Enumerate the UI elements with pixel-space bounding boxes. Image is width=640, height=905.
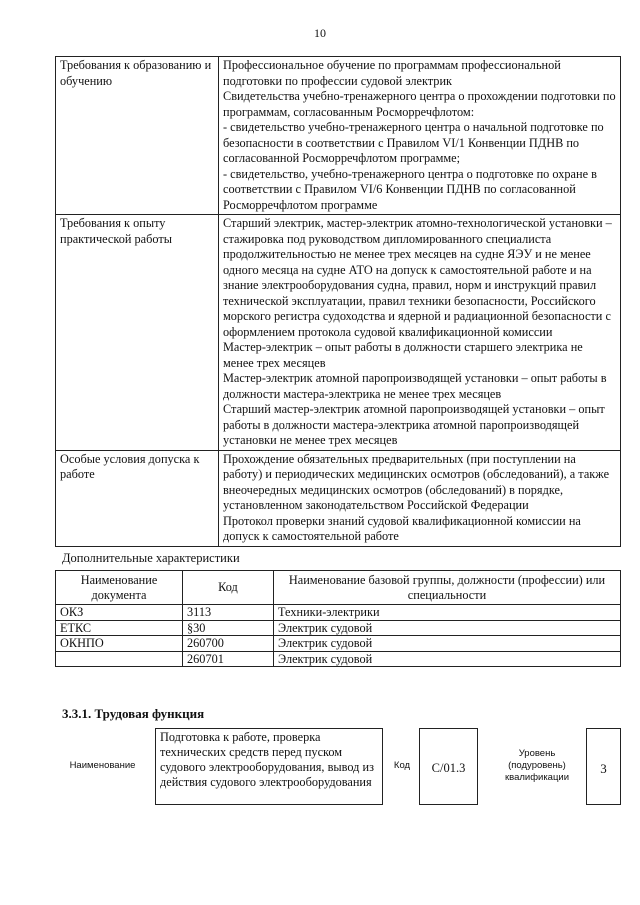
- table-cell: 3113: [183, 605, 274, 621]
- page-number: 10: [314, 26, 326, 40]
- function-name-box: Подготовка к работе, проверка технических средств перед пуском судового электрооборудования, вывод из действия судового электрооборудования: [155, 728, 383, 805]
- education-content: [219, 57, 621, 215]
- education-line: - свидетельство учебно-тренажерного центра о начальной подготовке по безопасности в соответствии с Правилом VI/1 Конвенции ПДНВ по согласованной Росморречфлотом программе;: [223, 120, 604, 165]
- table-row: [56, 450, 621, 546]
- table-row: [56, 605, 621, 621]
- education-label: Требования к образованию и обучению: [56, 57, 219, 215]
- table-cell: ОКЗ: [56, 605, 183, 621]
- table-cell: Электрик судовой: [274, 651, 621, 667]
- conditions-line: Прохождение обязательных предварительных (при поступлении на работу) и периодических медицинских осмотров (обследований), а также внеочередных медицинских осмотров (обследований) в порядке, установленном законодательством Российской Федерации: [223, 451, 610, 512]
- table-cell: ОКНПО: [56, 636, 183, 652]
- table-cell: §30: [183, 620, 274, 636]
- conditions-content: [219, 450, 621, 546]
- table-row: [56, 651, 621, 667]
- experience-line: Старший электрик, мастер-электрик атомно-технологической установки – стажировка под руководством дипломированного специалиста продолжительностью не менее трех месяцев на судне ЯЭУ и не менее одного месяца на судне АТО на допуск к самостоятельной работе и на знание электрооборудования судна, правил, норм и инструкций правил технической эксплуатации, правил техники безопасности, Российского морского регистра судоходства и ядерной и радиационной безопасности с оформлением протокола судовой квалификационной комиссии: [223, 216, 612, 339]
- table-cell: 260701: [183, 651, 274, 667]
- table-cell: 260700: [183, 636, 274, 652]
- table-row: [56, 636, 621, 652]
- education-line: Профессиональное обучение по программам профессиональной подготовки по профессии судовой электрик: [223, 58, 561, 88]
- column-header: Наименование базовой группы, должности (профессии) или специальности: [274, 571, 621, 605]
- additional-title: Дополнительные характеристики: [62, 551, 240, 565]
- table-row: [56, 57, 621, 215]
- table-row: [56, 215, 621, 451]
- education-line: - свидетельство, учебно-тренажерного центра о подготовке по охране в соответствии с Правилом VI/6 Конвенции ПДНВ по согласованной Росморречфлотом программе: [223, 166, 597, 212]
- column-header: Код: [183, 571, 274, 605]
- conditions-label: Особые условия допуска к работе: [56, 450, 219, 546]
- column-header: Наименование документа: [56, 571, 183, 605]
- code-box: С/01.3: [419, 728, 478, 805]
- conditions-line: Протокол проверки знаний судовой квалификационной комиссии на допуск к самостоятельной работе: [223, 513, 581, 543]
- experience-content: [219, 215, 621, 451]
- function-name-label: Наименование: [69, 760, 136, 771]
- requirements-table: [55, 56, 621, 547]
- experience-line: Мастер-электрик атомной паропроизводящей установки – опыт работы в должности мастера-электрика не менее трех месяцев: [223, 371, 607, 401]
- table-cell: ЕТКС: [56, 620, 183, 636]
- experience-line: Старший мастер-электрик атомной паропроизводящей установки – опыт работы в должности мастера-электрика атомной паропроизводящей установки не менее трех месяцев: [223, 402, 605, 447]
- table-header-row: [56, 571, 621, 605]
- table-cell: Электрик судовой: [274, 636, 621, 652]
- level-label: Уровень (подуровень) квалификации: [504, 748, 570, 783]
- table-cell: [56, 651, 183, 667]
- function-title: 3.3.1. Трудовая функция: [62, 706, 205, 721]
- level-box: 3: [586, 728, 621, 805]
- code-label: Код: [393, 760, 411, 771]
- experience-label: Требования к опыту практической работы: [56, 215, 219, 451]
- table-cell: Техники-электрики: [274, 605, 621, 621]
- table-row: [56, 620, 621, 636]
- table-cell: Электрик судовой: [274, 620, 621, 636]
- experience-line: Мастер-электрик – опыт работы в должности старшего электрика не менее трех месяцев: [223, 340, 583, 370]
- additional-table: [55, 570, 621, 667]
- education-line: Свидетельства учебно-тренажерного центра о прохождении подготовки по программам, согласованным Росморречфлотом:: [223, 89, 616, 119]
